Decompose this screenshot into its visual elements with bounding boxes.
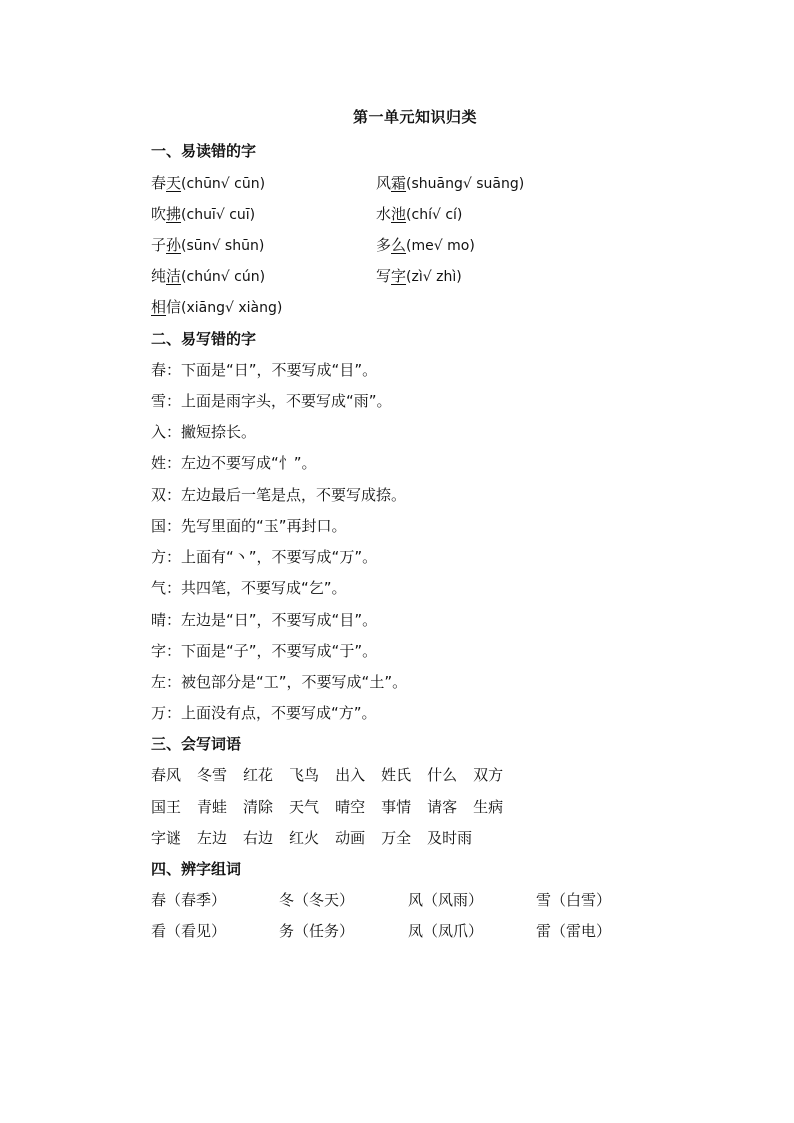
pinyin-target-char: 天: [166, 174, 182, 192]
pinyin-target-char: 字: [391, 267, 407, 285]
writing-tip: 双：左边最后一笔是点，不要写成捺。: [151, 486, 407, 504]
pinyin-char: 信: [166, 298, 182, 316]
word: 冬雪: [197, 766, 228, 784]
pinyin-target-char: 池: [391, 205, 407, 223]
pinyin-char: 水: [376, 205, 392, 223]
page-title: 第一单元知识归类: [352, 108, 477, 126]
pinyin-options: (shuāng√ suāng): [406, 176, 525, 192]
word: 双方: [473, 766, 504, 784]
pinyin-options: (xiāng√ xiàng): [181, 300, 283, 316]
word: 青蛙: [197, 798, 228, 816]
pinyin-item: [151, 172, 265, 193]
pinyin-char: 多: [376, 236, 392, 254]
section2-heading: 二、易写错的字: [151, 330, 257, 348]
pinyin-target-char: 孙: [166, 236, 182, 254]
pinyin-item: [376, 234, 475, 255]
writing-tip: 国：先写里面的“玉”再封口。: [151, 517, 347, 535]
word: 事情: [381, 798, 412, 816]
writing-tip: 左：被包部分是“工”，不要写成“土”。: [151, 673, 408, 691]
pinyin-target-char: 么: [391, 236, 407, 254]
pinyin-item: [376, 203, 462, 224]
pinyin-target-char: 相: [151, 298, 167, 316]
word: 动画: [335, 829, 366, 847]
writing-tip: 雪：上面是雨字头，不要写成“雨”。: [151, 392, 392, 410]
word: 右边: [243, 829, 274, 847]
pinyin-item: [151, 234, 264, 255]
section1-heading: 一、易读错的字: [151, 142, 257, 160]
pinyin-options: (chuī√ cuī): [181, 207, 256, 223]
char-group: 凤（凤爪）: [408, 922, 484, 940]
word: 及时雨: [427, 829, 473, 847]
char-group: 春（春季）: [151, 891, 227, 909]
pinyin-options: (chūn√ cūn): [181, 176, 266, 192]
writing-tip: 字：下面是“子”，不要写成“于”。: [151, 642, 378, 660]
section3-heading: 三、会写词语: [151, 735, 242, 753]
word-row: [151, 796, 519, 817]
word: 晴空: [335, 798, 366, 816]
word: 万全: [381, 829, 412, 847]
word: 请客: [427, 798, 458, 816]
word: 国王: [151, 798, 182, 816]
word: 姓氏: [381, 766, 412, 784]
char-group: 看（看见）: [151, 922, 227, 940]
writing-tip: 晴：左边是“日”，不要写成“目”。: [151, 611, 378, 629]
word: 天气: [289, 798, 320, 816]
pinyin-item: [376, 265, 462, 286]
pinyin-char: 风: [376, 174, 392, 192]
writing-tip: 入：撇短捺长。: [151, 423, 257, 441]
word-row: [151, 827, 488, 848]
word: 左边: [197, 829, 228, 847]
pinyin-options: (chí√ cí): [406, 207, 463, 223]
writing-tip: 万：上面没有点，不要写成“方”。: [151, 704, 377, 722]
word: 清除: [243, 798, 274, 816]
char-group: 冬（冬天）: [279, 891, 355, 909]
pinyin-item: [151, 296, 282, 317]
pinyin-char: 春: [151, 174, 167, 192]
writing-tip: 春：下面是“日”，不要写成“目”。: [151, 361, 378, 379]
writing-tip: 方：上面有“丶”，不要写成“万”。: [151, 548, 378, 566]
pinyin-item: [376, 172, 524, 193]
pinyin-char: 吹: [151, 205, 167, 223]
word: 飞鸟: [289, 766, 320, 784]
word: 春风: [151, 766, 182, 784]
pinyin-target-char: 拂: [166, 205, 182, 223]
writing-tip: 姓：左边不要写成“忄”。: [151, 454, 317, 472]
pinyin-char: 纯: [151, 267, 167, 285]
word: 字谜: [151, 829, 182, 847]
pinyin-options: (zì√ zhì): [406, 269, 462, 285]
writing-tip: 气：共四笔，不要写成“乞”。: [151, 579, 347, 597]
word: 红花: [243, 766, 274, 784]
word: 生病: [473, 798, 504, 816]
pinyin-options: (sūn√ shūn): [181, 238, 265, 254]
pinyin-char: 子: [151, 236, 167, 254]
char-group: 务（任务）: [279, 922, 355, 940]
pinyin-target-char: 洁: [166, 267, 182, 285]
pinyin-target-char: 霜: [391, 174, 407, 192]
char-group: 雪（白雪）: [536, 891, 612, 909]
pinyin-item: [151, 265, 265, 286]
char-group: 雷（雷电）: [536, 922, 612, 940]
word: 红火: [289, 829, 320, 847]
char-group: 风（风雨）: [408, 891, 484, 909]
pinyin-options: (me√ mo): [406, 238, 475, 254]
word: 出入: [335, 766, 366, 784]
pinyin-item: [151, 203, 255, 224]
section4-heading: 四、辨字组词: [151, 860, 242, 878]
pinyin-char: 写: [376, 267, 392, 285]
word: 什么: [427, 766, 458, 784]
pinyin-options: (chún√ cún): [181, 269, 266, 285]
word-row: [151, 764, 519, 785]
